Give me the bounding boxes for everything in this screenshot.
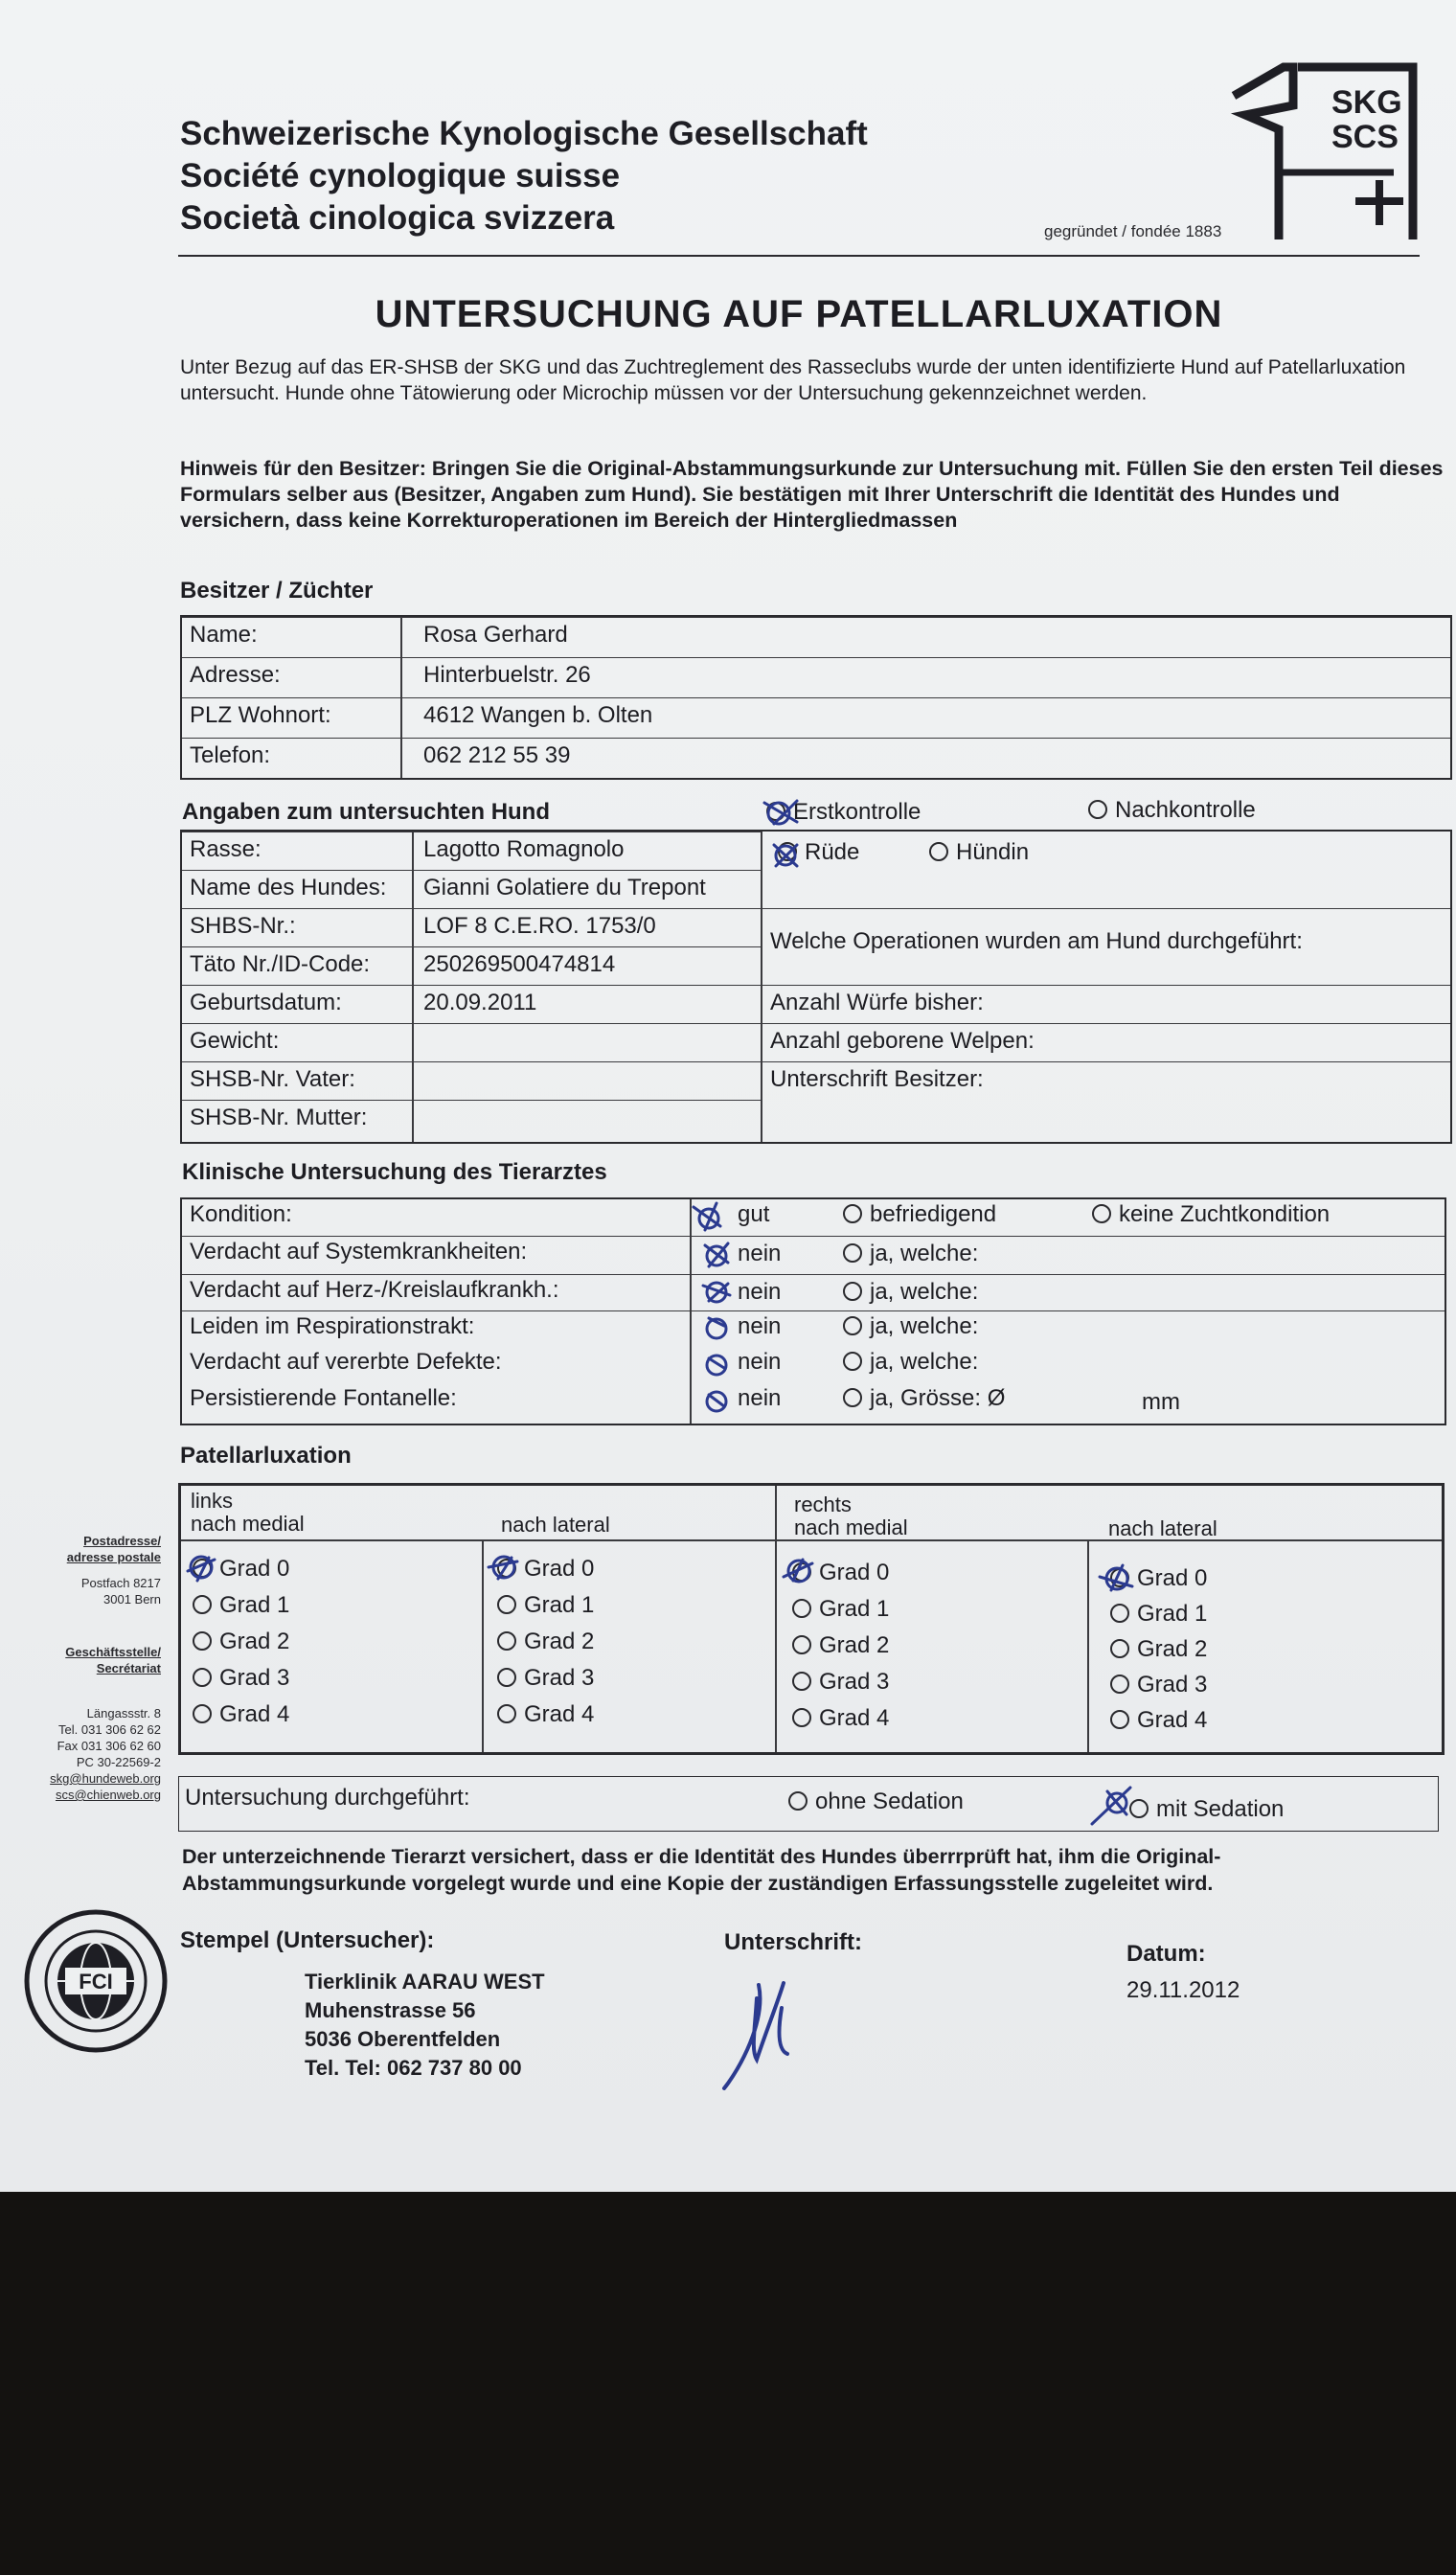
- hereditary-opt-yes-label: ja, welche:: [870, 1349, 979, 1375]
- org-name-it: Società cinologica svizzera: [180, 199, 615, 237]
- condition-opt-ok-label: befriedigend: [870, 1201, 997, 1227]
- patella-right-medial-label: nach medial: [794, 1515, 908, 1539]
- patella-right-lateral-label: nach lateral: [1108, 1516, 1217, 1540]
- exam-without-label: ohne Sedation: [815, 1789, 964, 1814]
- owner-signature-label: Unterschrift Besitzer:: [770, 1066, 984, 1092]
- sex-male-label: Rüde: [805, 839, 860, 865]
- condition-label: Kondition:: [190, 1201, 292, 1227]
- puppies-label: Anzahl geborene Welpen:: [770, 1028, 1035, 1054]
- grade-label: Grad 0: [524, 1556, 595, 1582]
- declaration-text: Der unterzeichnende Tierarzt versichert, dass er die Identität des Hundes überrrprüft hat, ihm die Original-Abstammungsurkunde vorgelegt wurde und eine Kopie der zuständigen Erfassungsstelle zugeleitet wird.: [182, 1845, 1221, 1895]
- patella-left-label: links: [191, 1489, 234, 1513]
- grade-label: Grad 4: [219, 1701, 290, 1727]
- owner-name-value: Rosa Gerhard: [423, 622, 568, 648]
- stamp-line-1: Tierklinik AARAU WEST: [305, 1970, 545, 1994]
- cardio-opt-yes-label: ja, welche:: [870, 1279, 979, 1305]
- respiratory-opt-no: nein: [738, 1313, 782, 1339]
- patella-heading: Patellarluxation: [180, 1443, 352, 1469]
- grade-label: Grad 1: [524, 1592, 595, 1618]
- dog-name-value: Gianni Golatiere du Trepont: [423, 875, 706, 900]
- patella-right-label: rechts: [794, 1493, 852, 1516]
- dog-sire-label: SHSB-Nr. Vater:: [190, 1066, 355, 1092]
- pc-text: PC 30-22569-2: [76, 1755, 161, 1769]
- owner-phone-label: Telefon:: [190, 742, 271, 768]
- org-name-de: Schweizerische Kynologische Gesellschaft: [180, 115, 868, 152]
- form-title: UNTERSUCHUNG AUF PATELLARLUXATION: [375, 293, 1223, 335]
- founded-text: gegründet / fondée 1883: [1044, 222, 1222, 240]
- systemic-label: Verdacht auf Systemkrankheiten:: [190, 1239, 528, 1265]
- logo-text-skg: SKG: [1331, 84, 1402, 121]
- pen-mark: [774, 845, 797, 866]
- grade-label: Grad 4: [524, 1701, 595, 1727]
- grade-label: Grad 2: [524, 1629, 595, 1654]
- email-link-1[interactable]: skg@hundeweb.org: [50, 1771, 161, 1786]
- owner-address-label: Adresse:: [190, 662, 281, 688]
- hereditary-opt-no: nein: [738, 1349, 782, 1375]
- date-label: Datum:: [1126, 1941, 1206, 1967]
- grade-label: Grad 2: [219, 1629, 290, 1654]
- owner-zip-value: 4612 Wangen b. Olten: [423, 702, 653, 728]
- cardio-opt-no: nein: [738, 1279, 782, 1305]
- owner-zip-label: PLZ Wohnort:: [190, 702, 331, 728]
- patella-left-lateral-label: nach lateral: [501, 1513, 610, 1537]
- office-heading-1: Geschäftsstelle/: [65, 1645, 161, 1659]
- cardio-label: Verdacht auf Herz-/Kreislaufkrankh.:: [190, 1277, 559, 1303]
- grade-label: Grad 3: [219, 1665, 290, 1691]
- fontanelle-label: Persistierende Fontanelle:: [190, 1385, 457, 1411]
- respiratory-opt-yes-label: ja, welche:: [870, 1313, 979, 1339]
- dog-shbs-value: LOF 8 C.E.RO. 1753/0: [423, 913, 656, 939]
- stamp-line-3: 5036 Oberentfelden: [305, 2027, 501, 2051]
- patella-left-medial-label: nach medial: [191, 1512, 305, 1536]
- grade-label: Grad 4: [1137, 1707, 1208, 1733]
- tel-text: Tel. 031 306 62 62: [58, 1722, 161, 1737]
- hereditary-label: Verdacht auf vererbte Defekte:: [190, 1349, 502, 1375]
- grade-label: Grad 3: [1137, 1672, 1208, 1698]
- dog-shbs-label: SHBS-Nr.:: [190, 913, 296, 939]
- owner-address-value: Hinterbuelstr. 26: [423, 662, 591, 688]
- sex-female-label: Hündin: [956, 839, 1030, 865]
- check-follow-label: Nachkontrolle: [1115, 797, 1256, 823]
- grade-label: Grad 4: [819, 1705, 890, 1731]
- street-text: Längassstr. 8: [86, 1706, 161, 1720]
- postal-heading-2: adresse postale: [66, 1550, 161, 1564]
- dog-breed-value: Lagotto Romagnolo: [423, 836, 625, 862]
- dog-weight-label: Gewicht:: [190, 1028, 280, 1054]
- owner-phone-value: 062 212 55 39: [423, 742, 571, 768]
- dog-name-label: Name des Hundes:: [190, 875, 387, 900]
- fontanelle-opt-no: nein: [738, 1385, 782, 1411]
- logo-text-scs: SCS: [1331, 119, 1399, 155]
- owner-heading: Besitzer / Züchter: [180, 578, 374, 604]
- systemic-opt-no: nein: [738, 1241, 782, 1266]
- dog-birth-value: 20.09.2011: [423, 990, 537, 1015]
- city-text: 3001 Bern: [103, 1592, 161, 1607]
- dog-id-value: 250269500474814: [423, 951, 616, 977]
- exam-with-label: mit Sedation: [1156, 1796, 1285, 1822]
- check-first-label: Erstkontrolle: [793, 799, 921, 825]
- litters-label: Anzahl Würfe bisher:: [770, 990, 984, 1015]
- dog-breed-label: Rasse:: [190, 836, 262, 862]
- grade-label: Grad 3: [524, 1665, 595, 1691]
- grade-label: Grad 1: [1137, 1601, 1208, 1627]
- dog-heading: Angaben zum untersuchten Hund: [182, 799, 550, 825]
- grade-label: Grad 2: [1137, 1636, 1208, 1662]
- clinical-heading: Klinische Untersuchung des Tierarztes: [182, 1159, 607, 1185]
- vet-signature: [724, 1983, 787, 2088]
- signature-label: Unterschrift:: [724, 1929, 863, 1955]
- grade-label: Grad 0: [819, 1560, 890, 1585]
- stamp-line-2: Muhenstrasse 56: [305, 1998, 476, 2022]
- dog-id-label: Täto Nr./ID-Code:: [190, 951, 371, 977]
- fax-text: Fax 031 306 62 60: [57, 1739, 161, 1753]
- fontanelle-opt-yes-label: ja, Grösse: Ø: [870, 1385, 1006, 1411]
- postal-heading-1: Postadresse/: [83, 1534, 161, 1548]
- dog-dam-label: SHSB-Nr. Mutter:: [190, 1105, 368, 1130]
- email-link-2[interactable]: scs@chienweb.org: [55, 1788, 161, 1802]
- grade-label: Grad 2: [819, 1632, 890, 1658]
- stamp-line-4: Tel. Tel: 062 737 80 00: [305, 2056, 522, 2080]
- postfach-text: Postfach 8217: [80, 1576, 161, 1590]
- intro-text: Unter Bezug auf das ER-SHSB der SKG und das Zuchtreglement des Rasseclubs wurde der unten identifizierte Hund auf Patellarluxation untersucht. Hunde ohne Tätowierung oder Microchip müssen vor der Untersuchung gekennzeichnet werden.: [180, 356, 1406, 404]
- office-heading-2: Secrétariat: [96, 1661, 161, 1675]
- operations-label: Welche Operationen wurden am Hund durchgeführt:: [770, 928, 1303, 954]
- date-value: 29.11.2012: [1126, 1977, 1240, 2003]
- grade-label: Grad 3: [819, 1669, 890, 1695]
- condition-opt-good: gut: [738, 1201, 770, 1227]
- grade-label: Grad 1: [819, 1596, 890, 1622]
- systemic-opt-yes-label: ja, welche:: [870, 1241, 979, 1266]
- grade-label: Grad 0: [1137, 1565, 1208, 1591]
- owner-notice-text: Hinweis für den Besitzer: Bringen Sie die Original-Abstammungsurkunde zur Untersuchung mit. Füllen Sie den ersten Teil dieses Formulars selber aus (Besitzer, Angaben zum Hund). Sie bestätigen mit Ihrer Unterschrift die Identität des Hundes und versichern, dass keine Korrekturoperationen im Bereich der Hintergliedmassen: [180, 457, 1444, 532]
- examination-label: Untersuchung durchgeführt:: [185, 1785, 470, 1811]
- owner-name-label: Name:: [190, 622, 258, 648]
- grade-label: Grad 0: [219, 1556, 290, 1582]
- grade-label: Grad 1: [219, 1592, 290, 1618]
- fci-seal-text: FCI: [79, 1970, 113, 1994]
- stamp-label: Stempel (Untersucher):: [180, 1927, 435, 1953]
- dog-birth-label: Geburtsdatum:: [190, 990, 342, 1015]
- fontanelle-unit: mm: [1142, 1389, 1180, 1415]
- org-name-fr: Société cynologique suisse: [180, 157, 621, 194]
- respiratory-label: Leiden im Respirationstrakt:: [190, 1313, 475, 1339]
- condition-opt-none-label: keine Zuchtkondition: [1119, 1201, 1331, 1227]
